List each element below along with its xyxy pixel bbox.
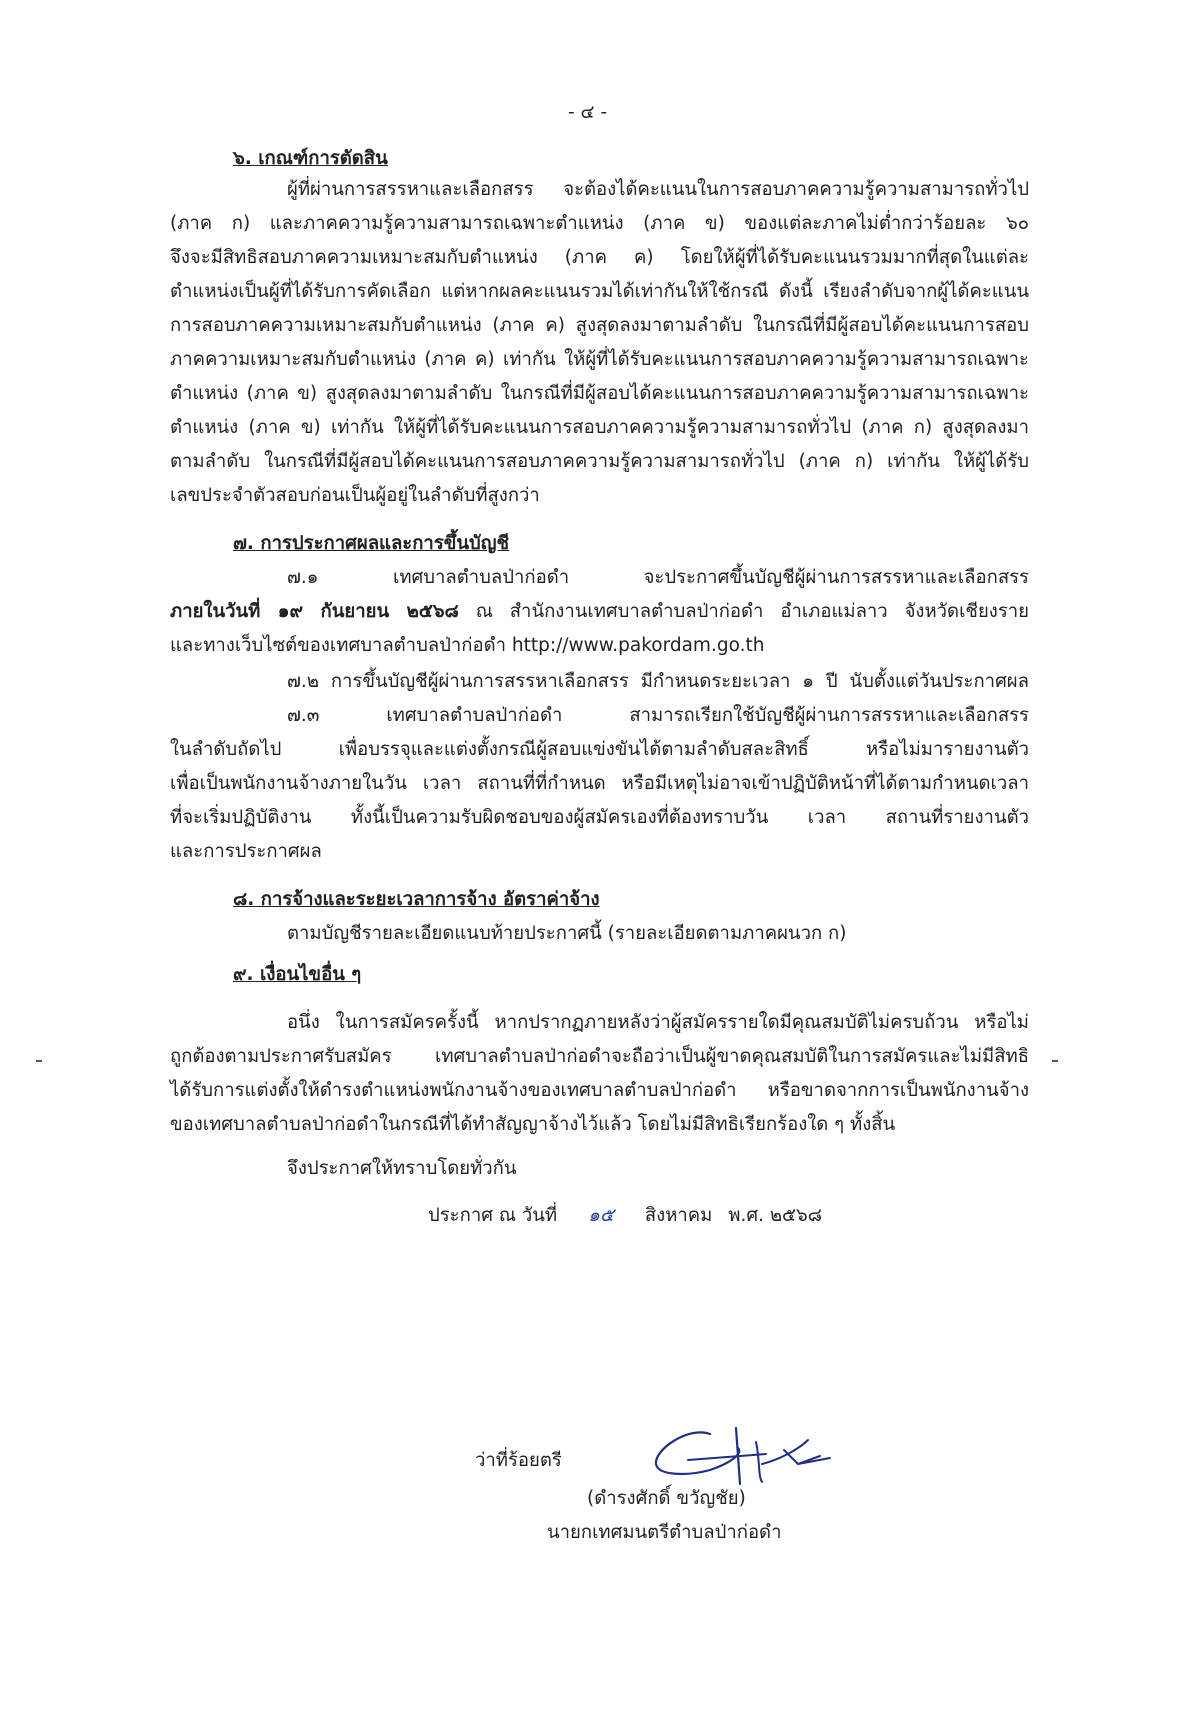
section-6-line: ตำแหน่ง (ภาค ข) เท่ากัน ให้ผู้ที่ได้รับคะแนนการสอบภาคความรู้ความสามารถทั่วไป (ภาค ก) สูงสุดลงมา (170, 417, 1029, 438)
section-6-line: (ภาค ก) และภาคความรู้ความสามารถเฉพาะตำแหน่ง (ภาค ข) ของแต่ละภาคไม่ต่ำกว่าร้อยละ ๖๐ (170, 213, 1029, 234)
signatory-title: นายกเทศมนตรีตำบลป่าก่อดำ (547, 1522, 782, 1543)
closing-line: จึงประกาศให้ทราบโดยทั่วกัน (287, 1158, 517, 1179)
section-6-line: ภาคความเหมาะสมกับตำแหน่ง (ภาค ค) เท่ากัน ให้ผู้ที่ได้รับคะแนนการสอบภาคความรู้ความสามารถเฉพาะ (170, 349, 1029, 370)
section-7-3-line: และการประกาศผล (170, 841, 322, 862)
section-9-line: ของเทศบาลตำบลป่าก่อดำในกรณีที่ได้ทำสัญญาจ้างไว้แล้ว โดยไม่มีสิทธิเรียกร้องใด ๆ ทั้งสิ้น (170, 1114, 896, 1135)
section-8-line: ตามบัญชีรายละเอียดแนบท้ายประกาศนี้ (รายละเอียดตามภาคผนวก ก) (287, 923, 847, 944)
section-9-line: ถูกต้องตามประกาศรับสมัคร เทศบาลตำบลป่าก่อดำจะถือว่าเป็นผู้ขาดคุณสมบัติในการสมัครและไม่มีสิทธิ (170, 1046, 1029, 1067)
section-8-heading: ๘. การจ้างและระยะเวลาการจ้าง อัตราค่าจ้าง (233, 889, 600, 910)
section-7-heading: ๗. การประกาศผลและการขึ้นบัญชี (233, 533, 510, 554)
date-prefix: ประกาศ ณ วันที่ (428, 1205, 558, 1226)
date-month: สิงหาคม (644, 1205, 713, 1226)
section-6-line: การสอบภาคความเหมาะสมกับตำแหน่ง (ภาค ค) สูงสุดลงมาตามลำดับ ในกรณีที่มีผู้สอบได้คะแนนการสอบ (170, 315, 1029, 336)
section-6-line: ตำแหน่งเป็นผู้ที่ได้รับการคัดเลือก แต่หากผลคะแนนรวมได้เท่ากันให้ใช้กรณี ดังนี้ เรียงลำดับจากผู้ได้คะแนน (170, 281, 1029, 302)
section-6-line: ตามลำดับ ในกรณีที่มีผู้สอบได้คะแนนการสอบภาคความรู้ความสามารถทั่วไป (ภาค ก) เท่ากัน ให้ผู้ได้รับ (170, 451, 1029, 472)
signatory-name: (ดำรงศักดิ์ ขวัญชัย) (587, 1488, 746, 1509)
section-9-line: อนึ่ง ในการสมัครครั้งนี้ หากปรากฏภายหลังว่าผู้สมัครรายใดมีคุณสมบัติไม่ครบถ้วน หรือไม่ (287, 1012, 1029, 1033)
deadline-date: ภายในวันที่ ๑๙ กันยายน ๒๕๖๘ (170, 601, 459, 622)
section-7-3-line: ที่จะเริ่มปฏิบัติงาน ทั้งนี้เป็นความรับผิดชอบของผู้สมัครเองที่ต้องทราบวัน เวลา สถานที่รายงานตัว (170, 807, 1029, 828)
signatory-rank: ว่าที่ร้อยตรี (475, 1450, 562, 1471)
announcement-date (428, 1203, 822, 1229)
scan-mark (1052, 1060, 1058, 1062)
page-number: - ๔ - (568, 102, 608, 123)
section-9-line: ได้รับการแต่งตั้งให้ดำรงตำแหน่งพนักงานจ้างของเทศบาลตำบลป่าก่อดำ หรือขาดจากการเป็นพนักงานจ้าง (170, 1080, 1029, 1101)
section-7-1-line: และทางเว็บไซต์ของเทศบาลตำบลป่าก่อดำ http://www.pakordam.go.th (170, 635, 765, 656)
scan-mark (36, 1060, 42, 1062)
section-7-1-location: ณ สำนักงานเทศบาลตำบลป่าก่อดำ อำเภอแม่ลาว จังหวัดเชียงราย (458, 601, 1029, 622)
section-6-heading: ๖. เกณฑ์การตัดสิน (233, 148, 388, 169)
section-6-line: เลขประจำตัวสอบก่อนเป็นผู้อยู่ในลำดับที่สูงกว่า (170, 485, 540, 506)
date-year: พ.ศ. ๒๕๖๘ (728, 1205, 823, 1226)
handwritten-signature (648, 1420, 838, 1490)
section-7-3-line: เพื่อเป็นพนักงานจ้างภายในวัน เวลา สถานที่ที่กำหนด หรือมีเหตุไม่อาจเข้าปฏิบัติหน้าที่ได้ตามกำหนดเวลา (170, 773, 1029, 794)
section-7-1-line (170, 599, 1029, 625)
handwritten-day: ๑๕ (588, 1205, 614, 1226)
section-7-1-line: ๗.๑ เทศบาลตำบลป่าก่อดำ จะประกาศขึ้นบัญชีผู้ผ่านการสรรหาและเลือกสรร (287, 567, 1029, 588)
section-9-heading: ๙. เงื่อนไขอื่น ๆ (233, 964, 362, 985)
section-6-line: ตำแหน่ง (ภาค ข) สูงสุดลงมาตามลำดับ ในกรณีที่มีผู้สอบได้คะแนนการสอบภาคความรู้ความสามารถเฉพาะ (170, 383, 1029, 404)
section-6-line: จึงจะมีสิทธิสอบภาคความเหมาะสมกับตำแหน่ง (ภาค ค) โดยให้ผู้ที่ได้รับคะแนนรวมมากที่สุดในแต่ละ (170, 247, 1029, 268)
section-6-line: ผู้ที่ผ่านการสรรหาและเลือกสรร จะต้องได้คะแนนในการสอบภาคความรู้ความสามารถทั่วไป (287, 179, 1029, 200)
section-7-2-line: ๗.๒ การขึ้นบัญชีผู้ผ่านการสรรหาเลือกสรร มีกำหนดระยะเวลา ๑ ปี นับตั้งแต่วันประกาศผล (287, 671, 1029, 692)
section-7-3-line: ๗.๓ เทศบาลตำบลป่าก่อดำ สามารถเรียกใช้บัญชีผู้ผ่านการสรรหาและเลือกสรร (287, 705, 1029, 726)
section-7-3-line: ในลำดับถัดไป เพื่อบรรจุและแต่งตั้งกรณีผู้สอบแข่งขันได้ตามลำดับสละสิทธิ์ หรือไม่มารายงานตัว (170, 739, 1029, 760)
